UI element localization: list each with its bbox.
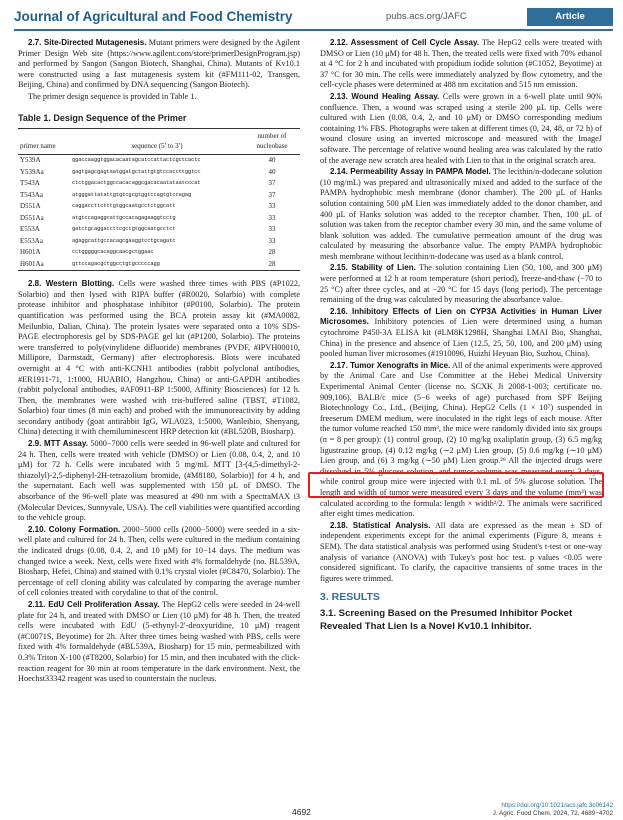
table-header: sequence (5′ to 3′) xyxy=(131,141,183,150)
section-2-16: 2.16. Inhibitory Effects of Lien on CYP3A Activities in Human Liver Microsomes. Inhibitory potencies of Lien were determined using a human cytochrome P450-3A ELISA kit (#LM8K1298H, Shanghai LMAI Bio, Shanghai, China) in the presence and absence of Lien (12.5, 25, 50, 100, and 200 μM) using pooled human liver microsomes (#1910096, Huizhi Heyuan Bio, Suzhou, China). xyxy=(320,306,603,359)
section-heading: 2.12. Assessment of Cell Cycle Assay. xyxy=(330,38,480,47)
primer-sequence: gatctgcaggaccttcgctgtggcaatgcctct xyxy=(72,226,176,233)
primer-name: T543Aa xyxy=(20,190,43,199)
citation: J. Agric. Food Chem. 2024, 72, 4689−4702 xyxy=(492,810,613,817)
header-rule xyxy=(14,29,613,31)
table-row xyxy=(18,236,300,248)
primer-table xyxy=(18,128,300,271)
primer-name: E553Aa xyxy=(20,236,43,245)
table-row xyxy=(18,224,300,236)
page-number: 4692 xyxy=(292,807,311,817)
section-2-11: 2.11. EdU Cell Proliferation Assay. The HepG2 cells were seeded in 24-well plate for 24 h, and treated with DMSO or Lien (10 μM) for 48 h. Then, the treated cells were incubated with EdU (5-ethynyl-2′-deoxyuridine, 10 μM) reagent (#C0071S, Beyotime) for 2h. After three times being washed with PBS, cells were fixed with 4% formaldehyde (#BL539A, Biosharp) for 15 min, permeabilized with 0.3% Triton X-100 (#T8200, Solarbio) for 15 min, and then incubated with the click-reaction reagent for 30 min at room temperature in the dark environment. Next, the Hoechst33342 reagent was used to counterstain the nucleus. xyxy=(18,599,300,684)
section-heading: 2.9. MTT Assay. xyxy=(28,439,88,449)
article-type-badge: Article xyxy=(527,8,613,26)
primer-sequence: gagtgagcgagtaatggatgctattgtgtccaccttggtcc xyxy=(72,168,201,175)
nucleobase-count: 33 xyxy=(268,236,276,245)
section-2-12: 2.12. Assessment of Cell Cycle Assay. The HepG2 cells were treated with DMSO or Lien (10 μM) for 48 h. Then, the treated cells were fixed with 70% ethanol at 4 °C for 2 h and incubated with propidium iodide solution (#C1052, Beyotime) at 37 °C for 30 min. The cells were immediately analyzed by flow cytometry, and the cell-cycle phases were determined at 488 nm excitation and 515 nm emission. xyxy=(320,38,602,90)
primer-sequence: caggaccttctctgtggcaatgcctctggcatt xyxy=(72,203,176,210)
journal-url[interactable]: pubs.acs.org/JAFC xyxy=(386,11,467,22)
section-heading: 2.16. Inhibitory Effects of Lien on CYP3A Activities in Human Liver Microsomes. xyxy=(320,306,602,327)
table-row xyxy=(18,247,300,259)
primer-sequence: ggaccaaggtggacacaatagcatccattactcgctcactc xyxy=(72,157,201,164)
primer-name: Y539Aa xyxy=(20,167,44,176)
section-2-13: 2.13. Wound Healing Assay. Cells were grown in a 6-well plate until 90% confluence. Then, a wound was scraped using a sterile 200 μL tip. Cells were cultured with Lien (0.08, 0.4, 2, and 10 μM) or DMSO corresponding medium containing 1% FBS. Photographs were taken at different times (0, 24, 48, or 72 h) of wound closure using an inverted microscope and measured with the ImageJ software. The percentage of relative wound healing area was calculated by the ratio of the average new scratch area healed with Lien to that in the original scratch area. xyxy=(320,91,602,165)
results-heading: 3. RESULTS xyxy=(320,591,380,604)
primer-sequence: atgggattatattgtgtcgcgtggtccagtgtccagag xyxy=(72,191,192,198)
page-header xyxy=(0,0,623,38)
nucleobase-count: 37 xyxy=(268,179,276,188)
nucleobase-count: 33 xyxy=(268,213,276,222)
table-row xyxy=(18,259,300,271)
primer-sequence: atgtccagaggcattgccacagagaaggtcctg xyxy=(72,214,176,221)
primer-sequence: cctgggggcacaggcaacgctggaac xyxy=(72,249,154,256)
section-heading: 2.7. Site-Directed Mutagenesis. xyxy=(28,38,147,47)
section-heading: 2.18. Statistical Analysis. xyxy=(330,520,431,530)
primer-name: Y539A xyxy=(20,156,41,165)
section-2-14: 2.14. Permeability Assay in PAMPA Model. The lecithin/n-dodecane solution (10 mg/mL) was prepared and ultrasonically mixed and added to the surface of the PAMPA hydrophobic mesh membrane (donor chamber). The 200 μL of Hanks solution containing 500 μM Lien was immediately added to the donor chamber, and 400 μL of Hanks solution was added to the receptor chamber. Then, 100 μL of solution was taken from the receptor chamber every 30 min, and the same volume of blank solution was added. The cumulative permeation amount of the drug was calculated by measuring the absorbance value. The empty PAMPA hydrophobic mesh membrane without lecithin/n-dodecane was used as a blank control. xyxy=(320,167,602,261)
nucleobase-count: 28 xyxy=(268,248,276,257)
primer-name: H601A xyxy=(20,248,41,257)
nucleobase-count: 28 xyxy=(268,259,276,268)
table-row xyxy=(18,201,300,213)
doi-link[interactable]: https://doi.org/10.1021/acs.jafc.3c06142 xyxy=(501,802,613,809)
left-column xyxy=(18,38,300,686)
table-row xyxy=(18,178,300,190)
primer-sequence: gttccagacgctggcctgtgcccccagg xyxy=(72,260,160,267)
right-column xyxy=(320,38,602,633)
table-row xyxy=(18,190,300,202)
section-heading: 2.8. Western Blotting. xyxy=(28,279,115,289)
page-footer xyxy=(0,800,623,820)
section-2-17: 2.17. Tumor Xenografts in Mice. All of the animal experiments were approved by the Animal Care and Use Committee at the Hebei Medical University Experimental Animal Center (license no. SCXK Ji 2008-1-003; certificate no. 909,106). BALB/c mice (5−6 weeks of age) purchased from SPF Beijing Biotechnology Co., Ltd., (Beijing, China). HepG2 Cells (1 × 10⁷) suspended in freeserum DMEM medium, were inoculated in the right legs of each mouse. After the tumor volume reached 150 mm³, the mice were randomly divided into six groups (n = 8 per group): (1) control group, (2) 10 mg/kg oxaliplatin group, (3) 6.5 mg/kg ligustrazine group, (4) 0.12 mg/kg (∼2 μM) Lien group, (5) 0.6 mg/kg (∼10 μM) Lien group, and (6) 3 mg/kg (∼50 μM) Lien group.²⁹ All the injected drugs were dissolved in 5% glucose solution, and tumor volume was measured every 3 days, while control group mice were injected with 0.1 mL of 5% glucose solution. The length and width of tumor were measured every 3 days and the volume (mm³) was calculated according to the formula: length × width²/2. The animals were sacrificed after eight times medication. xyxy=(320,360,602,519)
section-2-15: 2.15. Stability of Lien. The solution containing Lien (50, 100, and 300 μM) were performed at 12 h at room temperature (short period), freeze-and-thaw (−70 to 25 °C) after three cycles, and at −20 °C for 15 days (long period). The percentage remaining of the drug was calculated by measuring the absorbance value. xyxy=(320,263,602,305)
table-header: number of nucleobase xyxy=(256,132,288,150)
section-2-7: 2.7. Site-Directed Mutagenesis. Mutant primers were designed by the Agilent Primer Design Web site (https://www.agilent.com/store/primerDesignProgram.jsp) and performed by Sangon (Sangon Biotech, Shanghai, China). Mutants of Kv10.1 were constructed using a fast mutagenesis system kit (#FM111-02, Transgen, Beijing, China) and confirmed by DNA sequencing (Sangon Biotech). xyxy=(18,38,300,90)
results-subheading: 3.1. Screening Based on the Presumed Inhibitor Pocket Revealed That Lien Is a Novel Kv10.1 Inhibitor. xyxy=(320,607,573,632)
table-row xyxy=(18,213,300,225)
nucleobase-count: 37 xyxy=(268,190,276,199)
table-header: primer name xyxy=(20,141,56,150)
section-heading: 2.15. Stability of Lien. xyxy=(330,263,416,273)
primer-sequence: ctctggacactggccacacaggcgacacaatataatcccat xyxy=(72,180,201,187)
section-2-9: 2.9. MTT Assay. 5000−7000 cells were seeded in 96-well plate and cultured for 24 h. Then, cells were treated with vehicle (DMSO) or Lien (0.08, 0.4, 2, and 10 μM) for 72 h. Cells were incubated with 5 mg/mL MTT [3-(4,5-dimethyl-2-thiazolyl)-2,5-diphenyl-2H-tetrazolium bromide, (#M8180, Solarbio)] for 4 h, and the supernatant. Each well was supplemented with 150 μL of DMSO. The absorbance of the 96-well plate was measured at 490 nm with a SpectraMAX i3 (Molecular Devices, Sunnyvale, USA). The cell viabilities were quantified according to the vehicle group. xyxy=(18,439,301,523)
nucleobase-count: 33 xyxy=(268,225,276,234)
section-heading: 2.11. EdU Cell Proliferation Assay. xyxy=(28,599,160,609)
section-2-8: 2.8. Western Blotting. Cells were washed three times with PBS (#P1022, Solarbio) and then lysed with RIPA buffer (#R0020, Solarbio) with complete protease inhibitor and phosphatase inhibitor (#P0100, Solarbio). The protein quantification was performed using the BCA protein assay kit (#MA0082, Meilunbio, Dalian, China). The protein lysates were separated onto a 10% SDS-PAGE electrophoresis gel by SDS-PAGE gel kit (#P1200, Solarbio). The proteins were transferred to poly(vinylidene difluoride) membranes (PVDF, #IPVH00010, Millipore, Darmstadt, Germany) after electrophoresis. Blots were incubated overnight at 4 °C with anti-KCNH1 antibodies (rabbit polyclonal antibodies, #ER1911-71, 1:1000, HUABIO, Hangzhou, China) or anti-GAPDH antibodies (rabbit polyclonal antibodies, #AF0911-BP 1:5000, Affinity Biosciences) for 12 h. Then, the membranes were washed with tris-buffered saline (TBST, #T1082, Solarbio) four times (8 min each) and probed with the immunoreactivity by adding secondary antibody (goat antirabbit IgG, WLA023, 1:5000, Wanleibio, Shenyang, China) detecting it with chemiluminescent HRP detection kit (#BL520B, Biosharp). xyxy=(18,279,301,437)
nucleobase-count: 33 xyxy=(268,202,276,211)
primer-name: D551Aa xyxy=(20,213,44,222)
section-2-18: 2.18. Statistical Analysis. All data are expressed as the mean ± SD of independent experiments except for the animal experiments (Figure 8, means ± SEM). The data statistical analysis was performed using Student's t-test or one-way analysis of variance (ANOVA) with Tukey's post hoc test. p values <0.05 were considered significant. To clarify, the capacitive transients of some traces in the figures were trimmed. xyxy=(320,520,602,583)
primer-sequence: agaggcattgccacagcgaaggtcctgcagatc xyxy=(72,237,176,244)
section-heading: 2.17. Tumor Xenografts in Mice. xyxy=(330,360,451,370)
section-heading: 2.10. Colony Formation. xyxy=(28,524,121,534)
primer-name: T543A xyxy=(20,179,40,188)
table-row xyxy=(18,167,300,179)
highlight-annotation-box xyxy=(308,472,604,498)
table-title: Table 1. Design Sequence of the Primer xyxy=(18,112,187,123)
primer-name: H601Aa xyxy=(20,259,44,268)
section-heading: 2.13. Wound Healing Assay. xyxy=(330,91,440,101)
table-row xyxy=(18,155,300,167)
nucleobase-count: 40 xyxy=(268,156,276,165)
section-2-10: 2.10. Colony Formation. 2000−5000 cells (2000−5000) were seeded in a six-well plate and cultured for 24 h. Then, cells were cultured in the medium containing the indicated drugs (0.08, 0.4, 2, and 10 μM) for 10−14 days. The medium was changed twice a week. Next, cells were fixed with 4% formaldehyde (no. BL539A, Biosharp, Hefei, China) and stained with 0.1% crystal violet (#C8470, Solarbio). The percentage of cell cloning ability was calculated by comparing the average number of cell colonies treated with corydaline to that of the control. xyxy=(18,524,300,598)
paragraph: The primer design sequence is provided in Table 1. xyxy=(28,91,197,101)
section-heading: 2.14. Permeability Assay in PAMPA Model. xyxy=(330,167,491,177)
primer-name: E553A xyxy=(20,225,40,234)
primer-name: D551A xyxy=(20,202,41,211)
nucleobase-count: 40 xyxy=(268,167,276,176)
journal-title: Journal of Agricultural and Food Chemistry xyxy=(14,9,293,24)
